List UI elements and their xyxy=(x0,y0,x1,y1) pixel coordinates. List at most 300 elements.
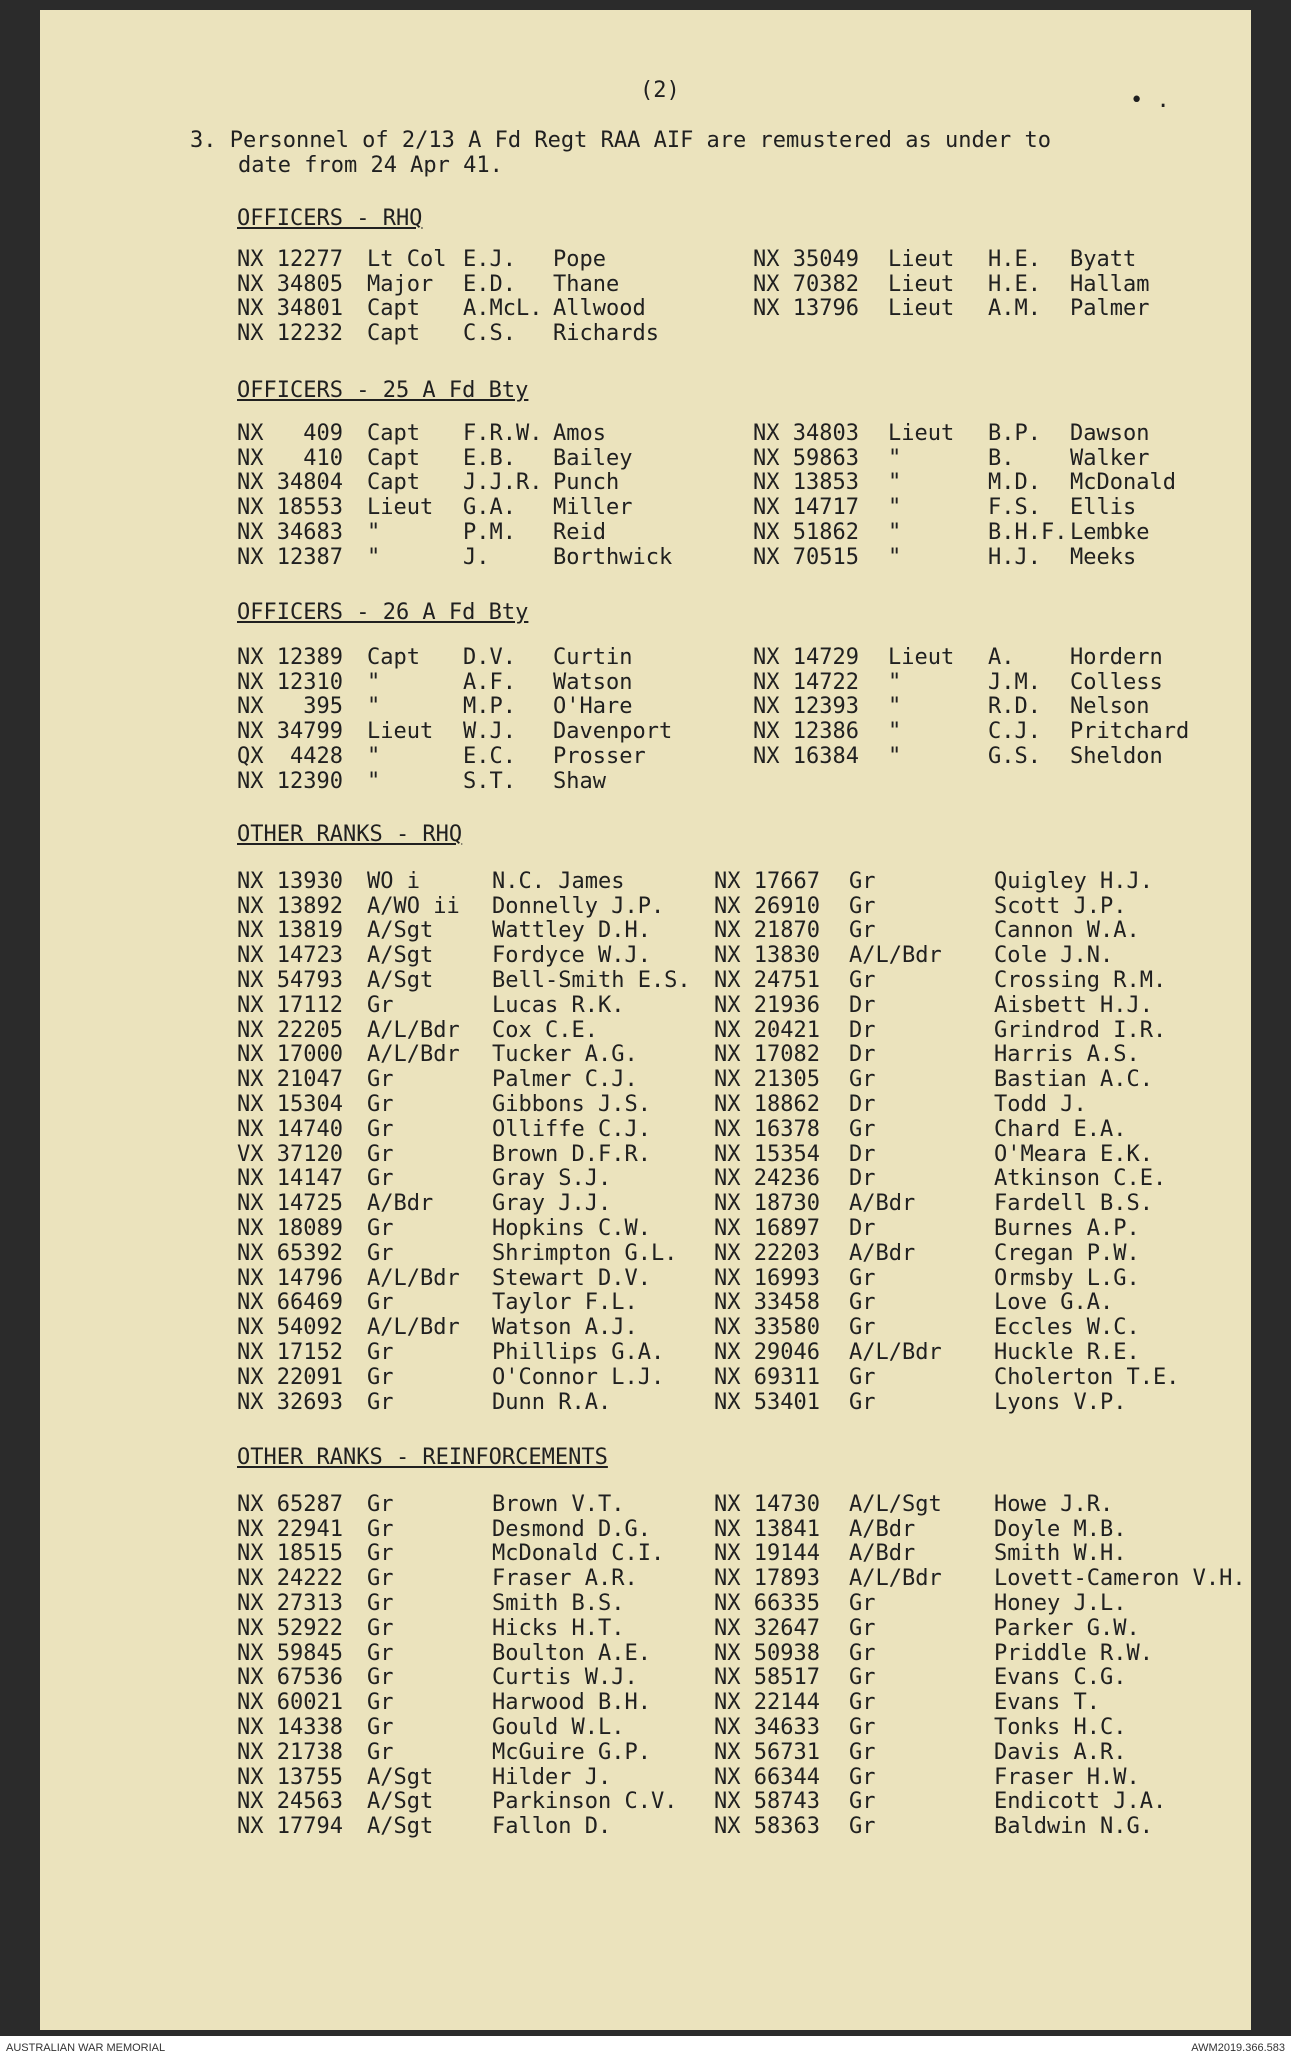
surname-cell: Miller xyxy=(553,495,633,521)
rank-cell: A/L/Bdr xyxy=(849,1566,942,1592)
table-row xyxy=(237,743,1250,768)
rank-cell: Gr xyxy=(367,1491,394,1517)
table-row xyxy=(237,1290,1244,1315)
service-number-cell: NX 34803 xyxy=(753,420,859,446)
name-cell: Lyons V.P. xyxy=(994,1389,1127,1415)
rank-cell: A/Bdr xyxy=(849,1240,916,1266)
footer-bar xyxy=(0,2036,1291,2061)
name-cell: Fallon D. xyxy=(492,1814,612,1840)
service-number-cell: NX 14730 xyxy=(714,1491,820,1517)
service-number-cell: NX 56731 xyxy=(714,1739,820,1765)
service-number-cell: NX 22144 xyxy=(714,1690,820,1716)
table-row xyxy=(237,1240,1244,1265)
rank-cell: " xyxy=(888,743,902,769)
rank-cell: Lieut xyxy=(888,246,955,272)
name-cell: Aisbett H.J. xyxy=(994,992,1153,1018)
initials-cell: C.S. xyxy=(463,321,516,347)
surname-cell: Richards xyxy=(553,321,659,347)
name-cell: Gould W.L. xyxy=(492,1714,625,1740)
rank-cell xyxy=(888,320,988,345)
rank-cell: Lt Col xyxy=(367,246,447,272)
name-cell: Davis A.R. xyxy=(994,1739,1127,1765)
service-number-cell: NX 18862 xyxy=(714,1091,820,1117)
rank-cell: Gr xyxy=(367,1714,394,1740)
intro-line-2: date from 24 Apr 41. xyxy=(238,153,503,178)
name-cell: Lucas R.K. xyxy=(492,992,625,1018)
table-row xyxy=(237,470,1250,495)
rank-cell: Capt xyxy=(367,644,420,670)
table-row xyxy=(237,1714,1246,1739)
surname-cell: Sheldon xyxy=(1070,743,1163,769)
service-number-cell: NX 21936 xyxy=(714,992,820,1018)
service-number-cell: NX 14725 xyxy=(237,1191,343,1217)
other-ranks-rhq-table xyxy=(237,868,1244,1414)
surname-cell: O'Hare xyxy=(553,694,633,720)
surname-cell: McDonald xyxy=(1070,470,1176,496)
service-number-cell: NX 17000 xyxy=(237,1042,343,1068)
name-cell: Cole J.N. xyxy=(994,943,1114,969)
heading-other-ranks-reinforcements: OTHER RANKS - REINFORCEMENTS xyxy=(237,1445,608,1470)
surname-cell: Hallam xyxy=(1070,271,1150,297)
rank-cell: Gr xyxy=(849,1364,876,1390)
table-row xyxy=(237,1116,1244,1141)
rank-cell xyxy=(888,768,988,793)
service-number-cell: NX 13841 xyxy=(714,1516,820,1542)
table-row xyxy=(237,718,1250,743)
table-row xyxy=(237,1389,1244,1414)
service-number-cell: NX 12387 xyxy=(237,544,343,570)
table-row xyxy=(237,1789,1246,1814)
service-number-cell: NX 66344 xyxy=(714,1764,820,1790)
name-cell: Hicks H.T. xyxy=(492,1615,625,1641)
surname-cell: Hordern xyxy=(1070,644,1163,670)
rank-cell: A/L/Bdr xyxy=(367,1042,460,1068)
service-number-cell: NX 22091 xyxy=(237,1364,343,1390)
service-number-cell: NX 54092 xyxy=(237,1315,343,1341)
name-cell: Fraser H.W. xyxy=(994,1764,1140,1790)
name-cell: Priddle R.W. xyxy=(994,1640,1153,1666)
name-cell: Taylor F.L. xyxy=(492,1290,638,1316)
service-number-cell: NX 13853 xyxy=(753,470,859,496)
name-cell: Doyle M.B. xyxy=(994,1516,1127,1542)
name-cell: Fordyce W.J. xyxy=(492,943,651,969)
name-cell: Evans C.G. xyxy=(994,1665,1127,1691)
initials-cell: M.P. xyxy=(463,694,516,720)
table-row xyxy=(237,1640,1246,1665)
table-row xyxy=(237,1689,1246,1714)
service-number-cell: NX 18730 xyxy=(714,1191,820,1217)
rank-cell: Lieut xyxy=(367,719,434,745)
service-number-cell: NX 50938 xyxy=(714,1640,820,1666)
rank-cell: Gr xyxy=(849,1714,876,1740)
surname-cell: Amos xyxy=(553,420,606,446)
rank-cell: Dr xyxy=(849,1166,876,1192)
other-ranks-reinforcements-table xyxy=(237,1491,1246,1838)
service-number-cell: NX 20421 xyxy=(714,1017,820,1043)
name-cell: Olliffe C.J. xyxy=(492,1116,651,1142)
service-number-cell: NX 13796 xyxy=(753,296,859,322)
rank-cell: Gr xyxy=(367,1640,394,1666)
service-number-cell: NX 12390 xyxy=(237,768,343,794)
table-row xyxy=(237,992,1244,1017)
name-cell: Desmond D.G. xyxy=(492,1516,651,1542)
initials-cell: P.M. xyxy=(463,519,516,545)
table-row xyxy=(237,1215,1244,1240)
service-number-cell xyxy=(753,768,888,793)
name-cell: Eccles W.C. xyxy=(994,1315,1140,1341)
name-cell: Ormsby L.G. xyxy=(994,1265,1140,1291)
service-number-cell: NX 14147 xyxy=(237,1166,343,1192)
rank-cell: A/L/Sgt xyxy=(849,1491,942,1517)
initials-cell: F.S. xyxy=(988,495,1041,521)
name-cell: Baldwin N.G. xyxy=(994,1814,1153,1840)
name-cell: Evans T. xyxy=(994,1690,1100,1716)
rank-cell: Gr xyxy=(367,1290,394,1316)
service-number-cell: NX 17667 xyxy=(714,868,820,894)
rank-cell: Dr xyxy=(849,1017,876,1043)
initials-cell: W.J. xyxy=(463,719,516,745)
table-row xyxy=(237,669,1250,694)
initials-cell: A.McL. xyxy=(463,296,543,322)
rank-cell: Lieut xyxy=(888,420,955,446)
service-number-cell: NX 34804 xyxy=(237,470,343,496)
rank-cell: WO i xyxy=(367,868,420,894)
service-number-cell: NX 34633 xyxy=(714,1714,820,1740)
rank-cell: Gr xyxy=(367,1240,394,1266)
rank-cell: Gr xyxy=(367,1690,394,1716)
service-number-cell: VX 37120 xyxy=(237,1141,343,1167)
service-number-cell: NX 35049 xyxy=(753,246,859,272)
rank-cell: Capt xyxy=(367,445,420,471)
initials-cell: B.H.F. xyxy=(988,519,1068,545)
rank-cell: Gr xyxy=(367,1116,394,1142)
name-cell: Grindrod I.R. xyxy=(994,1017,1167,1043)
service-number-cell: NX 12310 xyxy=(237,669,343,695)
surname-cell: Allwood xyxy=(553,296,646,322)
rank-cell: " xyxy=(888,544,902,570)
rank-cell: Gr xyxy=(367,1516,394,1542)
initials-cell: J.J.R. xyxy=(463,470,543,496)
initials-cell: A.M. xyxy=(988,296,1041,322)
name-cell: Cholerton T.E. xyxy=(994,1364,1180,1390)
rank-cell: Gr xyxy=(849,918,876,944)
service-number-cell: NX 66469 xyxy=(237,1290,343,1316)
surname-cell: Bailey xyxy=(553,445,633,471)
rank-cell: Dr xyxy=(849,1141,876,1167)
table-row xyxy=(237,1141,1244,1166)
surname-cell: Prosser xyxy=(553,743,646,769)
service-number-cell: NX 24751 xyxy=(714,967,820,993)
name-cell: Lovett-Cameron V.H. xyxy=(994,1566,1246,1592)
rank-cell: Major xyxy=(367,271,434,297)
page-number: (2) xyxy=(640,78,680,103)
service-number-cell: NX 14722 xyxy=(753,669,859,695)
service-number-cell: NX 17152 xyxy=(237,1339,343,1365)
name-cell: Brown D.F.R. xyxy=(492,1141,651,1167)
rank-cell: Gr xyxy=(367,1541,394,1567)
rank-cell: Gr xyxy=(849,1640,876,1666)
rank-cell: A/L/Bdr xyxy=(849,1339,942,1365)
rank-cell: A/Sgt xyxy=(367,918,434,944)
service-number-cell: NX 29046 xyxy=(714,1339,820,1365)
service-number-cell: NX 409 xyxy=(237,420,343,446)
surname-cell: Byatt xyxy=(1070,246,1137,272)
table-row xyxy=(237,1017,1244,1042)
rank-cell: Gr xyxy=(367,1141,394,1167)
name-cell: Chard E.A. xyxy=(994,1116,1127,1142)
rank-cell: A/L/Bdr xyxy=(849,943,942,969)
rank-cell: Gr xyxy=(849,1690,876,1716)
service-number-cell: NX 22203 xyxy=(714,1240,820,1266)
rank-cell: A/L/Bdr xyxy=(367,1265,460,1291)
rank-cell: Dr xyxy=(849,1042,876,1068)
rank-cell: " xyxy=(888,669,902,695)
name-cell: Honey J.L. xyxy=(994,1590,1127,1616)
rank-cell: Gr xyxy=(849,1315,876,1341)
footer-left-label: AUSTRALIAN WAR MEMORIAL xyxy=(6,2042,166,2054)
surname-cell: Palmer xyxy=(1070,296,1150,322)
service-number-cell: NX 70515 xyxy=(753,544,859,570)
service-number-cell: NX 14723 xyxy=(237,943,343,969)
name-cell: O'Connor L.J. xyxy=(492,1364,665,1390)
rank-cell: Gr xyxy=(849,1789,876,1815)
service-number-cell: QX 4428 xyxy=(237,743,343,769)
service-number-cell: NX 13830 xyxy=(714,943,820,969)
rank-cell: A/Bdr xyxy=(849,1516,916,1542)
initials-cell: H.E. xyxy=(988,246,1041,272)
rank-cell: Gr xyxy=(849,1116,876,1142)
service-number-cell: NX 32647 xyxy=(714,1615,820,1641)
initials-cell: J. xyxy=(463,544,490,570)
name-cell: Bastian A.C. xyxy=(994,1067,1153,1093)
rank-cell: Gr xyxy=(367,1364,394,1390)
initials-cell: B. xyxy=(988,445,1015,471)
rank-cell: Gr xyxy=(849,1665,876,1691)
rank-cell: A/L/Bdr xyxy=(367,1315,460,1341)
rank-cell: Gr xyxy=(367,1166,394,1192)
table-row xyxy=(237,942,1244,967)
initials-cell: D.V. xyxy=(463,644,516,670)
table-row xyxy=(237,1091,1244,1116)
rank-cell: Capt xyxy=(367,296,420,322)
table-row xyxy=(237,1813,1246,1838)
name-cell: Watson A.J. xyxy=(492,1315,638,1341)
service-number-cell: NX 19144 xyxy=(714,1541,820,1567)
rank-cell: Gr xyxy=(849,1067,876,1093)
surname-cell: Colless xyxy=(1070,669,1163,695)
table-row xyxy=(237,296,1250,321)
table-row xyxy=(237,246,1250,271)
name-cell: Parkinson C.V. xyxy=(492,1789,678,1815)
table-row xyxy=(237,1590,1246,1615)
name-cell: Hilder J. xyxy=(492,1764,612,1790)
service-number-cell: NX 12393 xyxy=(753,694,859,720)
name-cell: McGuire G.P. xyxy=(492,1739,651,1765)
name-cell: Todd J. xyxy=(994,1091,1087,1117)
table-row xyxy=(237,1166,1244,1191)
name-cell: Brown V.T. xyxy=(492,1491,625,1517)
rank-cell: Gr xyxy=(367,1739,394,1765)
service-number-cell: NX 26910 xyxy=(714,893,820,919)
service-number-cell: NX 24563 xyxy=(237,1789,343,1815)
service-number-cell: NX 410 xyxy=(237,445,343,471)
name-cell: Wattley D.H. xyxy=(492,918,651,944)
rank-cell: Lieut xyxy=(888,296,955,322)
service-number-cell: NX 12277 xyxy=(237,246,343,272)
name-cell: Curtis W.J. xyxy=(492,1665,638,1691)
rank-cell: Gr xyxy=(849,967,876,993)
rank-cell: Gr xyxy=(849,1590,876,1616)
service-number-cell: NX 24236 xyxy=(714,1166,820,1192)
name-cell: Gibbons J.S. xyxy=(492,1091,651,1117)
initials-cell: H.J. xyxy=(988,544,1041,570)
service-number-cell: NX 22941 xyxy=(237,1516,343,1542)
table-row xyxy=(237,544,1250,569)
service-number-cell: NX 14338 xyxy=(237,1714,343,1740)
table-row xyxy=(237,1516,1246,1541)
service-number-cell: NX 395 xyxy=(237,694,343,720)
table-row xyxy=(237,320,1250,345)
service-number-cell: NX 12389 xyxy=(237,644,343,670)
name-cell: O'Meara E.K. xyxy=(994,1141,1153,1167)
table-row xyxy=(237,918,1244,943)
rank-cell: Lieut xyxy=(367,495,434,521)
service-number-cell: NX 58363 xyxy=(714,1814,820,1840)
rank-cell: " xyxy=(367,669,381,695)
service-number-cell: NX 65287 xyxy=(237,1491,343,1517)
service-number-cell: NX 14729 xyxy=(753,644,859,670)
rank-cell: " xyxy=(888,694,902,720)
surname-cell: Thane xyxy=(553,271,620,297)
service-number-cell: NX 59863 xyxy=(753,445,859,471)
rank-cell: A/Bdr xyxy=(849,1541,916,1567)
initials-cell: H.E. xyxy=(988,271,1041,297)
initials-cell: E.D. xyxy=(463,271,516,297)
service-number-cell: NX 14740 xyxy=(237,1116,343,1142)
service-number-cell: NX 21305 xyxy=(714,1067,820,1093)
rank-cell: Gr xyxy=(849,1814,876,1840)
name-cell: Cannon W.A. xyxy=(994,918,1140,944)
table-row xyxy=(237,1615,1246,1640)
service-number-cell: NX 27313 xyxy=(237,1590,343,1616)
table-row xyxy=(237,1541,1246,1566)
rank-cell: Gr xyxy=(367,992,394,1018)
name-cell: Crossing R.M. xyxy=(994,967,1167,993)
name-cell: McDonald C.I. xyxy=(492,1541,665,1567)
surname-cell: Dawson xyxy=(1070,420,1150,446)
rank-cell: Gr xyxy=(367,1067,394,1093)
initials-cell: B.P. xyxy=(988,420,1041,446)
service-number-cell: NX 18515 xyxy=(237,1541,343,1567)
initials-cell: R.D. xyxy=(988,694,1041,720)
name-cell: N.C. James xyxy=(492,868,625,894)
service-number-cell: NX 15354 xyxy=(714,1141,820,1167)
rank-cell: " xyxy=(888,519,902,545)
service-number-cell: NX 17794 xyxy=(237,1814,343,1840)
rank-cell: " xyxy=(367,544,381,570)
rank-cell: Capt xyxy=(367,420,420,446)
rank-cell: Gr xyxy=(367,1091,394,1117)
service-number-cell: NX 34805 xyxy=(237,271,343,297)
initials-cell: E.C. xyxy=(463,743,516,769)
rank-cell: Lieut xyxy=(888,644,955,670)
service-number-cell: NX 18089 xyxy=(237,1215,343,1241)
heading-officers-26-bty: OFFICERS - 26 A Fd Bty xyxy=(237,600,529,625)
service-number-cell: NX 70382 xyxy=(753,271,859,297)
surname-cell: Nelson xyxy=(1070,694,1150,720)
name-cell: Quigley H.J. xyxy=(994,868,1153,894)
initials-cell: A.F. xyxy=(463,669,516,695)
rank-cell: Gr xyxy=(367,1665,394,1691)
surname-cell xyxy=(1070,768,1250,793)
surname-cell: Ellis xyxy=(1070,495,1137,521)
name-cell: Burnes A.P. xyxy=(994,1215,1140,1241)
table-row xyxy=(237,494,1250,519)
table-row xyxy=(237,1764,1246,1789)
rank-cell: A/Bdr xyxy=(849,1191,916,1217)
rank-cell: Gr xyxy=(849,1265,876,1291)
rank-cell: Gr xyxy=(849,1389,876,1415)
rank-cell: Gr xyxy=(849,1290,876,1316)
surname-cell: Pritchard xyxy=(1070,719,1190,745)
service-number-cell: NX 18553 xyxy=(237,495,343,521)
surname-cell: Meeks xyxy=(1070,544,1137,570)
name-cell: Parker G.W. xyxy=(994,1615,1140,1641)
service-number-cell: NX 13892 xyxy=(237,893,343,919)
rank-cell: " xyxy=(888,470,902,496)
rank-cell: A/Sgt xyxy=(367,1789,434,1815)
rank-cell: A/Sgt xyxy=(367,967,434,993)
name-cell: Stewart D.V. xyxy=(492,1265,651,1291)
initials-cell: A. xyxy=(988,644,1015,670)
rank-cell: Dr xyxy=(849,1091,876,1117)
service-number-cell: NX 21738 xyxy=(237,1739,343,1765)
heading-officers-25-bty: OFFICERS - 25 A Fd Bty xyxy=(237,378,529,403)
name-cell: Shrimpton G.L. xyxy=(492,1240,678,1266)
rank-cell: " xyxy=(888,495,902,521)
service-number-cell: NX 17112 xyxy=(237,992,343,1018)
rank-cell: Gr xyxy=(849,1764,876,1790)
service-number-cell: NX 13930 xyxy=(237,868,343,894)
rank-cell: Gr xyxy=(849,868,876,894)
table-row xyxy=(237,519,1250,544)
table-row xyxy=(237,967,1244,992)
surname-cell: Borthwick xyxy=(553,544,673,570)
rank-cell: " xyxy=(367,743,381,769)
table-row xyxy=(237,1565,1246,1590)
rank-cell: Gr xyxy=(367,1215,394,1241)
service-number-cell: NX 53401 xyxy=(714,1389,820,1415)
rank-cell: Lieut xyxy=(888,271,955,297)
initials-cell: G.A. xyxy=(463,495,516,521)
name-cell: Love G.A. xyxy=(994,1290,1114,1316)
rank-cell: Gr xyxy=(367,1590,394,1616)
name-cell: Smith B.S. xyxy=(492,1590,625,1616)
intro-line-1: 3. Personnel of 2/13 A Fd Regt RAA AIF are remustered as under to xyxy=(190,128,1051,153)
service-number-cell: NX 54793 xyxy=(237,967,343,993)
name-cell: Gray S.J. xyxy=(492,1166,612,1192)
service-number-cell: NX 14717 xyxy=(753,495,859,521)
officers-25-bty-table xyxy=(237,420,1250,569)
table-row xyxy=(237,271,1250,296)
table-row xyxy=(237,768,1250,793)
name-cell: Scott J.P. xyxy=(994,893,1127,919)
rank-cell: A/L/Bdr xyxy=(367,1017,460,1043)
table-row xyxy=(237,1364,1244,1389)
initials-cell: M.D. xyxy=(988,470,1041,496)
name-cell: Tonks H.C. xyxy=(994,1714,1127,1740)
rank-cell: Gr xyxy=(367,1389,394,1415)
